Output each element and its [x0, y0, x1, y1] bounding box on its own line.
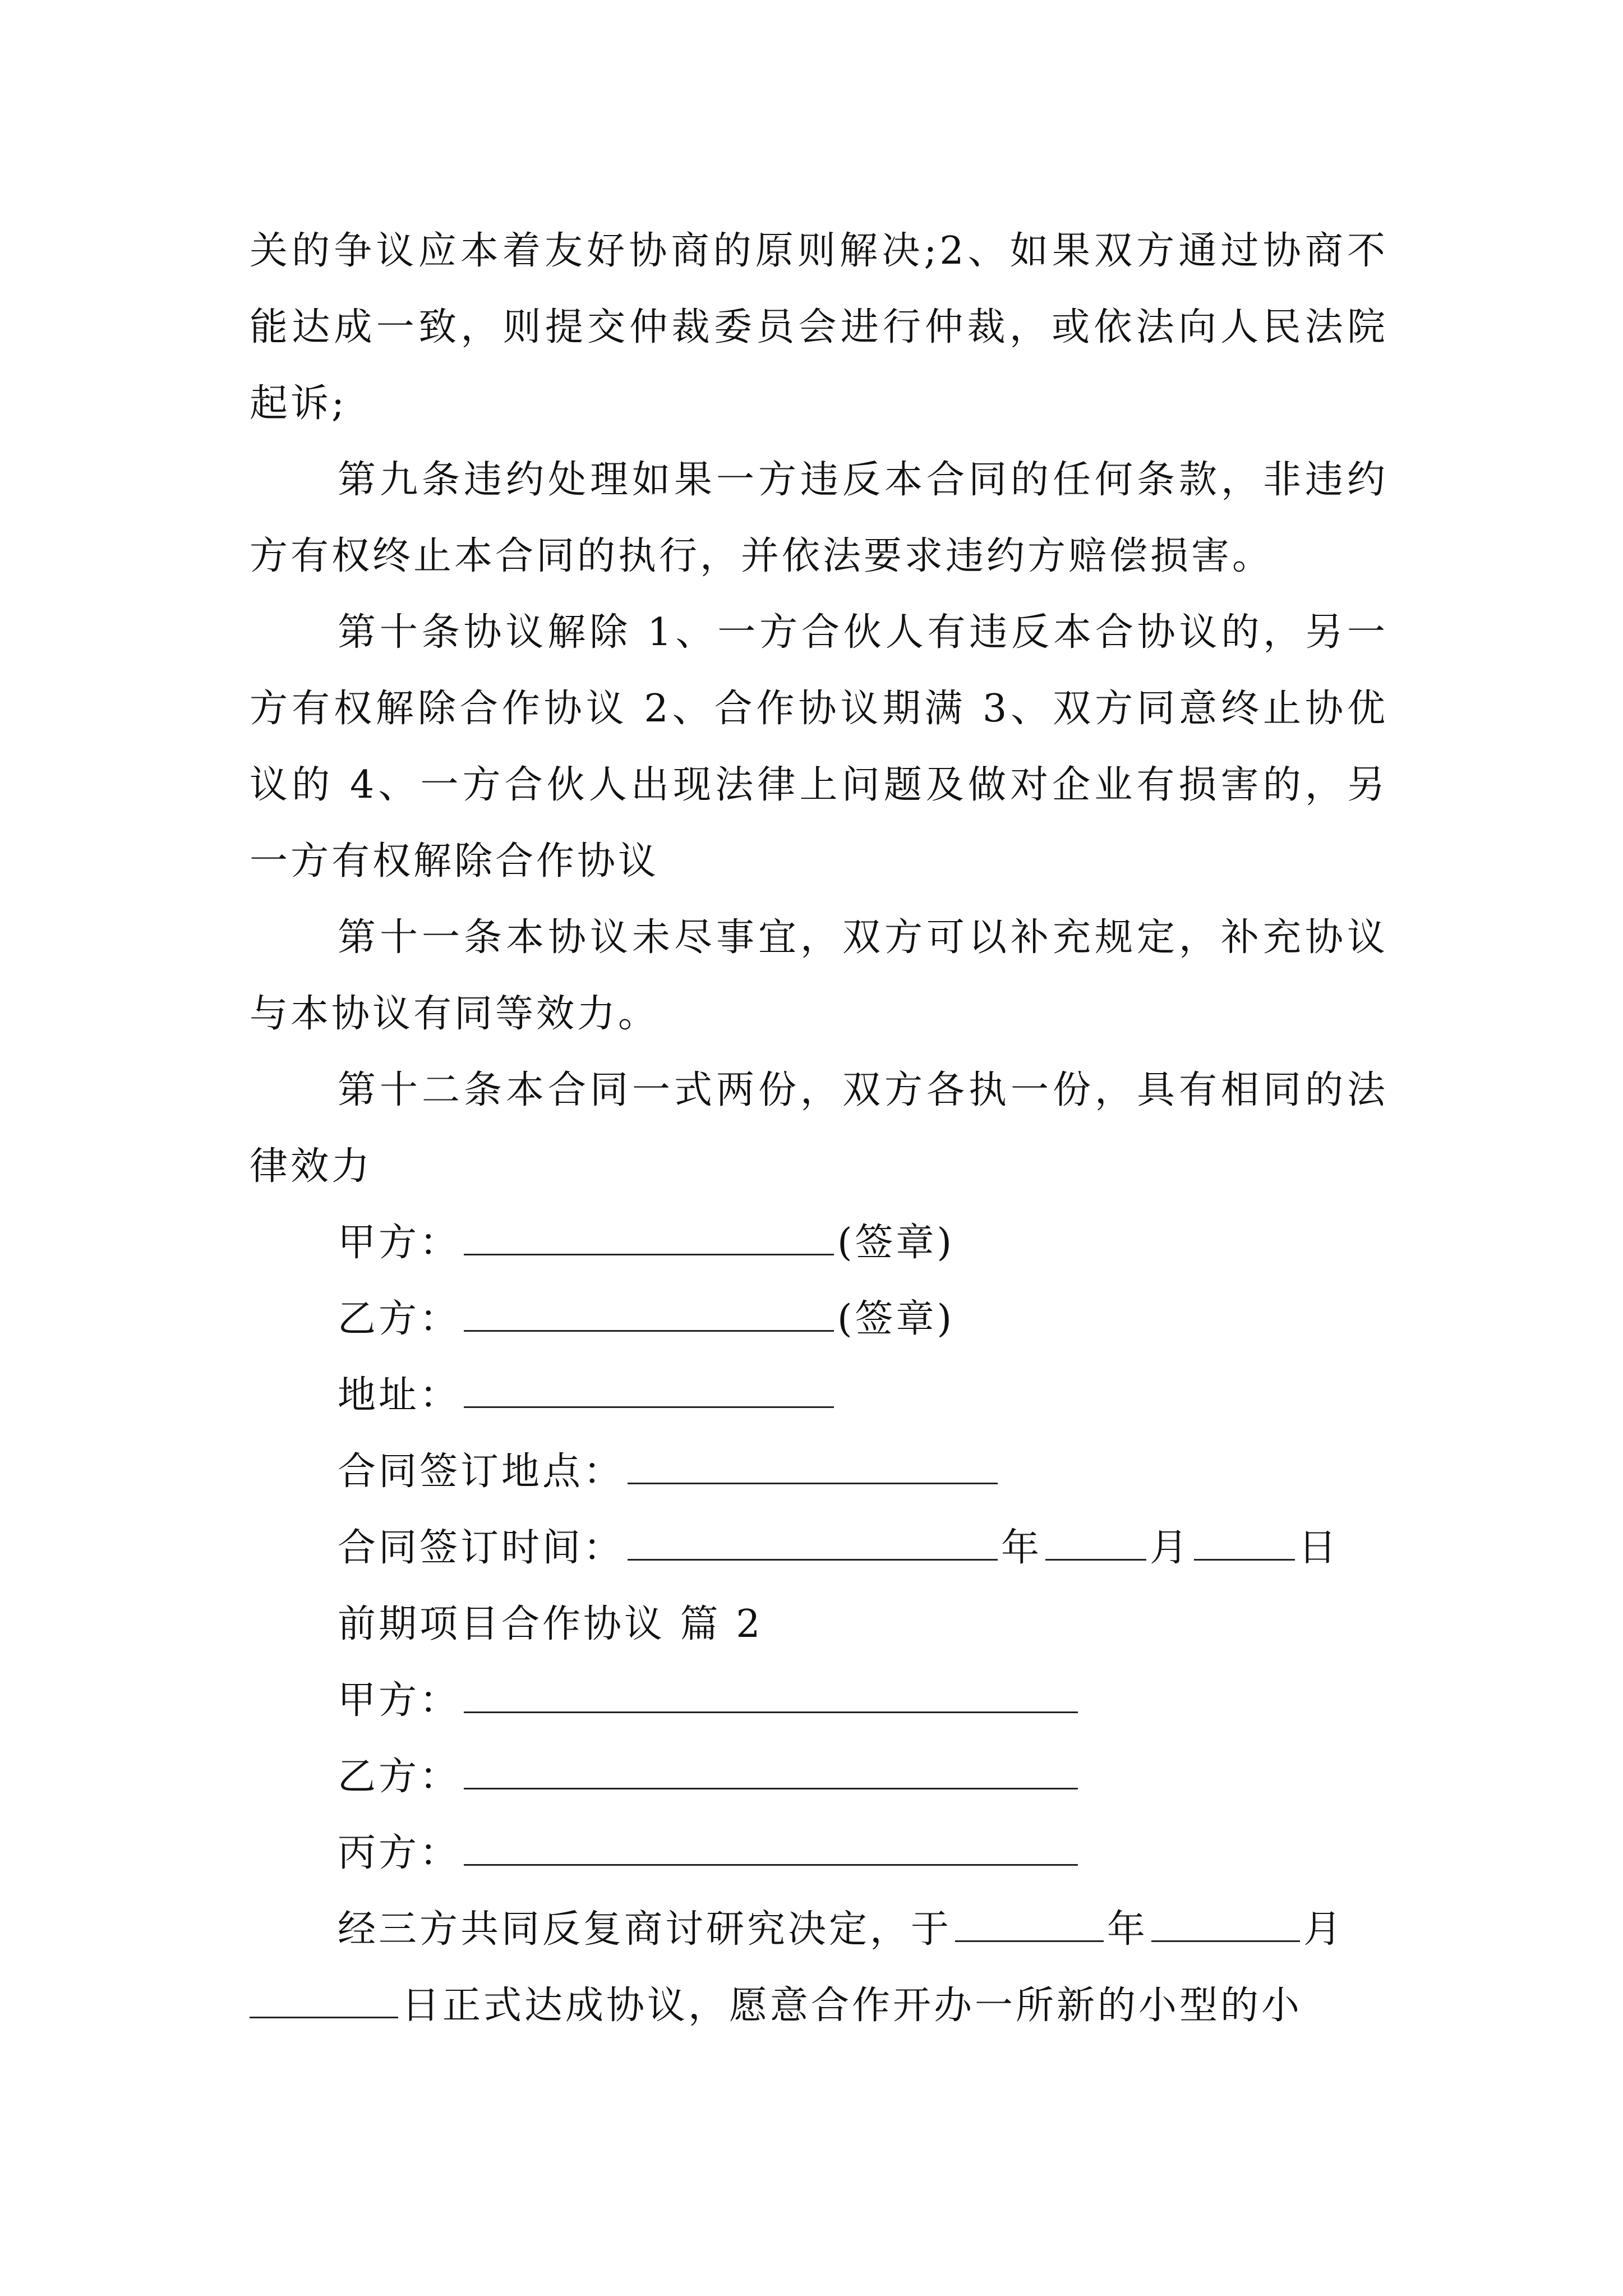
p2-party-b-label: 乙方：	[338, 1755, 461, 1799]
party-b-signature-line	[250, 1281, 1388, 1358]
p2-party-a-label: 甲方：	[338, 1678, 461, 1723]
p2-party-c-blank[interactable]	[464, 1835, 1078, 1866]
address-blank[interactable]	[464, 1377, 834, 1408]
sign-time-label: 合同签订时间：	[338, 1526, 625, 1570]
party-a-blank[interactable]	[464, 1225, 834, 1255]
p2-party-c-label: 丙方：	[338, 1831, 461, 1875]
address-label: 地址：	[338, 1373, 461, 1418]
p2-party-b-blank[interactable]	[464, 1759, 1078, 1789]
p2-month-label: 月	[1303, 1907, 1345, 1952]
document-page	[250, 213, 1388, 2044]
p2-intro-text: 经三方共同反复商讨研究决定，于	[338, 1907, 952, 1952]
p2-party-a-blank[interactable]	[464, 1682, 1078, 1713]
year-label: 年	[1001, 1526, 1043, 1570]
p2-intro-line-1	[250, 1892, 1388, 1968]
p2-year-blank[interactable]	[955, 1911, 1104, 1942]
article-12-copies-paragraph: 第十二条本合同一式两份，双方各执一份，具有相同的法律效力	[250, 1068, 1388, 1189]
sign-time-blank[interactable]	[628, 1530, 998, 1561]
p2-party-c-line	[250, 1815, 1388, 1892]
month-label: 月	[1150, 1526, 1191, 1570]
party-b-seal-label: (签章)	[837, 1297, 955, 1341]
p2-month-blank[interactable]	[1151, 1911, 1300, 1942]
p2-party-b-line	[250, 1739, 1388, 1815]
article-9-breach-paragraph: 第九条违约处理如果一方违反本合同的任何条款，非违约方有权终止本合同的执行，并依法要求违约方赔偿损害。	[250, 458, 1388, 578]
party-a-signature-line	[250, 1205, 1388, 1281]
p2-day-blank[interactable]	[250, 1987, 398, 2018]
p2-intro-line-2	[250, 1968, 1388, 2044]
p2-year-label: 年	[1107, 1907, 1149, 1952]
month-blank[interactable]	[1045, 1530, 1146, 1561]
article-11-supplement-paragraph: 第十一条本协议未尽事宜，双方可以补充规定，补充协议与本协议有同等效力。	[250, 915, 1388, 1036]
p2-intro-rest: 日正式达成协议，愿意合作开办一所新的小型的小	[402, 1984, 1303, 2028]
section-2-title: 前期项目合作协议 篇 2	[338, 1602, 763, 1646]
sign-place-label: 合同签订地点：	[338, 1450, 625, 1494]
day-label: 日	[1298, 1526, 1340, 1570]
sign-place-line	[250, 1434, 1388, 1510]
party-b-blank[interactable]	[464, 1301, 834, 1332]
sign-place-blank[interactable]	[628, 1453, 998, 1484]
party-b-label: 乙方：	[338, 1297, 461, 1341]
day-blank[interactable]	[1194, 1530, 1295, 1561]
dispute-resolution-paragraph: 关的争议应本着友好协商的原则解决;2、如果双方通过协商不能达成一致，则提交仲裁委员会进行仲裁，或依法向人民法院起诉;	[250, 229, 1388, 426]
p2-party-a-line	[250, 1663, 1388, 1739]
article-10-termination-paragraph: 第十条协议解除 1、一方合伙人有违反本合协议的，另一方有权解除合作协议 2、合作协议期满 3、双方同意终止协优议的 4、一方合伙人出现法律上问题及做对企业有损害的，另一方有权解除合作协议	[250, 610, 1388, 884]
address-line	[250, 1358, 1388, 1434]
party-a-label: 甲方：	[338, 1221, 461, 1265]
party-a-seal-label: (签章)	[837, 1221, 955, 1265]
sign-time-line	[250, 1510, 1388, 1586]
